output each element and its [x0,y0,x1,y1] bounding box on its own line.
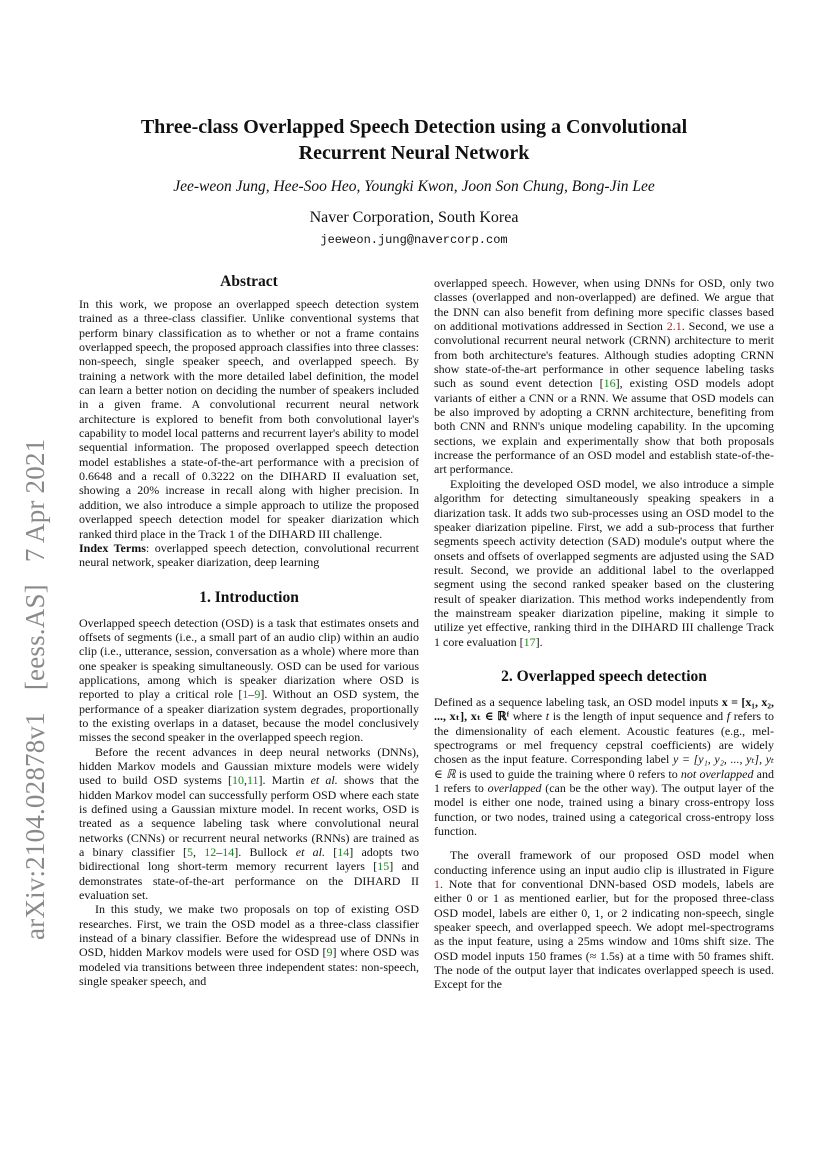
citation-link[interactable]: 14 [222,845,235,860]
citation-link[interactable]: 17 [523,634,536,649]
citation-link[interactable]: 9 [326,945,333,960]
intro-heading: 1. Introduction [199,588,299,606]
citation-link[interactable]: 5 [187,845,194,860]
intro-paragraph-3: In this study, we make two proposals on top of existing OSD researches. First, we train the OSD model as a three-class classifier instead of a binary classifier. Before the widespread use of DNNs in OSD, hidden Markov models were used for OSD [9] where OSD was modeled via transitions between three independent states: non-speech, single speaker speech, and [79,902,419,989]
index-terms [79,541,419,570]
right-column [434,276,774,992]
arxiv-date: 7 Apr 2021 [20,438,50,563]
paper-email: jeeweon.jung@navercorp.com [320,233,508,247]
section-link[interactable]: 2.1 [666,319,682,334]
citation-link[interactable]: 9 [254,687,261,702]
index-terms-text: : overlapped speech detection, convolutional recurrent neural network, speaker diarization, deep learning [79,540,420,570]
citation-link[interactable]: 16 [603,376,616,391]
citation-link[interactable]: 1 [242,687,249,702]
math-label-sequence: y = [y₁, y₂, ..., yₜ], yₜ ∈ ℝ [434,752,774,781]
index-terms-label: Index Terms [79,540,146,555]
paper-title: Three-class Overlapped Speech Detection using a Convolutional Recurrent Neural Network [140,116,688,164]
intro-paragraph-2: Before the recent advances in deep neural networks (DNNs), hidden Markov models and Gaussian mixture models were widely used to build OSD systems [10,11]. Martin et al. shows that the hidden Markov model can successfully perform OSD where each state is defined using a Gaussian mixture model. In recent works, OSD is treated as a sequence labeling task where convolutional neural networks (CNNs) or recurrent neural networks (RNNs) are trained as a binary classifier [5, 12–14]. Bullock et al. [14] adopts two bidirectional long short-term memory recurrent layers [15] and demonstrates state-of-the-art performance on the DIHARD II evaluation set. [79,744,420,903]
arxiv-category: [eess.AS] [20,584,50,691]
citation-link[interactable]: 11 [246,773,259,788]
intro-paragraph-4: Exploiting the developed OSD model, we also introduce a simple algorithm for detecting simultaneously speaking speakers in a diarization task. It adds two sub-processes using an OSD model to the speaker diarization pipeline. First, we add a sub-process that further segments speech activity detection (SAD) module's output where the onsets and offsets of overlapped segments are adjusted using the SAD result. Second, we provide an additional label to the overlapped segment using the second ranked speaker based on the clustering result of speaker diarization. This method works independently from the mainstream speaker diarization pipeline, making it simple to utilize yet effective, ranking third in the DIHARD III challenge Track 1 core evaluation [17]. [434,476,774,649]
paper-authors: Jee-weon Jung, Hee-Soo Heo, Youngki Kwon, Joon Son Chung, Bong-Jin Lee [173,178,655,195]
section-2-paragraph-2: The overall framework of our proposed OSD model when conducting inference using an input audio clip is illustrated in Figure 1. Note that for conventional DNN-based OSD models, labels are either 0 or 1 as mentioned earlier, but for the proposed three-class OSD model, labels are either 0, 1, or 2 indicating non-speech, single speaker speech, and overlapped speech. We adopt mel-spectrograms as the input feature, using a 25ms window and 10ms shift size. The OSD model inputs 150 frames (≈ 1.5s) at a time with 50 frames shift. The node of the output layer that indicates overlapped speech is used. Except for the [434,848,774,992]
citation-link[interactable]: 15 [377,859,390,874]
arxiv-id: arXiv:2104.02878v1 [20,712,50,940]
arxiv-stamp [20,350,60,940]
citation-link[interactable]: 14 [337,845,350,860]
section-2-heading: 2. Overlapped speech detection [501,667,707,685]
left-column [79,272,419,988]
paper-affiliation: Naver Corporation, South Korea [309,209,519,226]
intro-paragraph-3-continued: overlapped speech. However, when using DNNs for OSD, only two classes (overlapped and non-overlapped) are defined. We argue that the DNN can also benefit from defining more specific classes based on additional motivations addressed in Section 2.1. Second, we use a convolutional recurrent neural network (CRNN) architecture to merit from both architecture's features. Although studies adopting CRNN show state-of-the-art performance in other sequence labeling tasks such as sound event detection [16], existing OSD models adopt variants of either a CNN or a RNN. We assume that OSD models can be also improved by adopting a CRNN architecture, benefiting from both CNN and RNN's unique modeling capability. In the upcoming sections, we explain and experimentally show that both proposals increase the performance of an OSD model and establish state-of-the-art performance. [434,276,775,477]
citation-link[interactable]: 10 [231,773,244,788]
abstract-heading: Abstract [220,273,278,290]
intro-paragraph-1: Overlapped speech detection (OSD) is a task that estimates onsets and offsets of segments (i.e., a small part of an audio clip) within an audio clip (i.e., utterance, session, conversation as a whole) where more than one speaker is speaking simultaneously. OSD can be used for various applications, among which is speaker diarization where OSD is reported to play a critical role [1–9]. Without an OSD system, the performance of a speaker diarization system degrades, proportionally to the existing overlaps in a dataset, because the model conclusively misses the second speaker in the overlapped speech region. [79,615,419,745]
citation-link[interactable]: 12 [204,845,217,860]
math-input-sequence: x = [x₁, x₂, ..., xₜ], xₜ ∈ ℝᶠ [434,694,775,724]
section-2-paragraph-1: Defined as a sequence labeling task, an OSD model inputs x = [x₁, x₂, ..., xₜ], xₜ ∈ ℝᶠ where t is the length of input sequence and f refers to the dimensionality of each element. Acoustic features (e.g., mel-spectrograms or mel frequency cepstral coefficients) are widely chosen as the input feature. Corresponding label y = [y₁, y₂, ..., yₜ], yₜ ∈ ℝ is used to guide the training where 0 refers to not overlapped and 1 refers to overlapped (can be the other way). The output layer of the model is either one node, trained using a binary cross-entropy loss function, or two nodes, trained using a categorical cross-entropy loss function. [434,694,775,839]
abstract-text: In this work, we propose an overlapped speech detection system trained as a three-class classifier. Unlike conventional systems that perform binary classification as to whether or not a frame contains overlapped speech, the proposed approach classifies into three classes: non-speech, single speaker speech, and overlapped speech. By training a network with the more detailed label definition, the model can learn a better notion on deciding the number of speakers included in a given frame. A convolutional recurrent neural network architecture is explored to benefit from both convolutional layer's capability to model local patterns and recurrent layer's ability to model sequential information. The proposed overlapped speech detection model establishes a state-of-the-art performance with a precision of 0.6648 and a recall of 0.3222 on the DIHARD II evaluation set, showing a 20% increase in recall along with higher precision. In addition, we also introduce a simple approach to utilize the proposed overlapped speech detection model for speaker diarization which ranked third place in the Track 1 of the DIHARD III challenge. [79,297,419,541]
figure-link[interactable]: 1 [434,877,440,892]
